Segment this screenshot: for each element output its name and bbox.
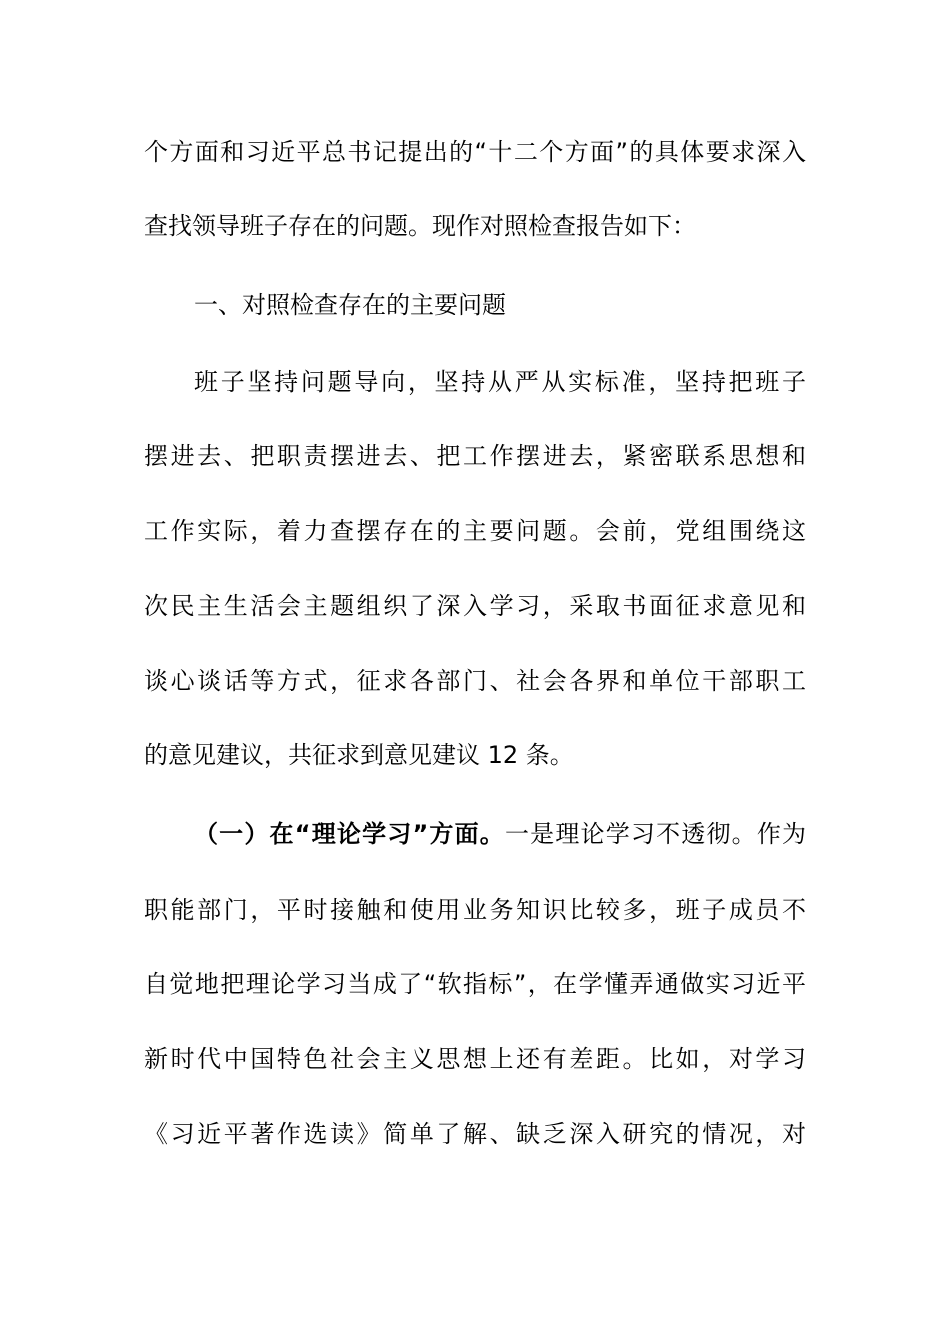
text-line: 摆进去、把职责摆进去、把工作摆进去，紧密联系思想和 — [144, 442, 806, 470]
text-line: 次民主生活会主题组织了深入学习，采取书面征求意见和 — [144, 592, 806, 620]
subsection-line — [194, 814, 806, 854]
text-line: 自觉地把理论学习当成了“软指标”，在学懂弄通做实习近平 — [144, 970, 806, 998]
text-line: 班子坚持问题导向，坚持从严从实标准，坚持把班子 — [194, 368, 806, 396]
section-heading: 一、对照检查存在的主要问题 — [194, 291, 506, 319]
text-line: 职能部门，平时接触和使用业务知识比较多，班子成员不 — [144, 896, 806, 924]
text-line: 新时代中国特色社会主义思想上还有差距。比如，对学习 — [144, 1045, 806, 1073]
subsection-text: 一是理论学习不透彻。作为 — [504, 820, 807, 848]
text-line: 查找领导班子存在的问题。现作对照检查报告如下： — [144, 212, 696, 240]
text-line: 个方面和习近平总书记提出的“十二个方面”的具体要求深入 — [144, 138, 806, 166]
subsection-heading: （一）在“理论学习”方面。 — [194, 820, 505, 848]
text-line: 谈心谈话等方式，征求各部门、社会各界和单位干部职工 — [144, 667, 806, 695]
text-line: 《习近平著作选读》简单了解、缺乏深入研究的情况，对 — [144, 1120, 806, 1148]
text-line: 的意见建议，共征求到意见建议 12 条。 — [144, 741, 574, 769]
text-line: 工作实际，着力查摆存在的主要问题。会前，党组围绕这 — [144, 517, 806, 545]
